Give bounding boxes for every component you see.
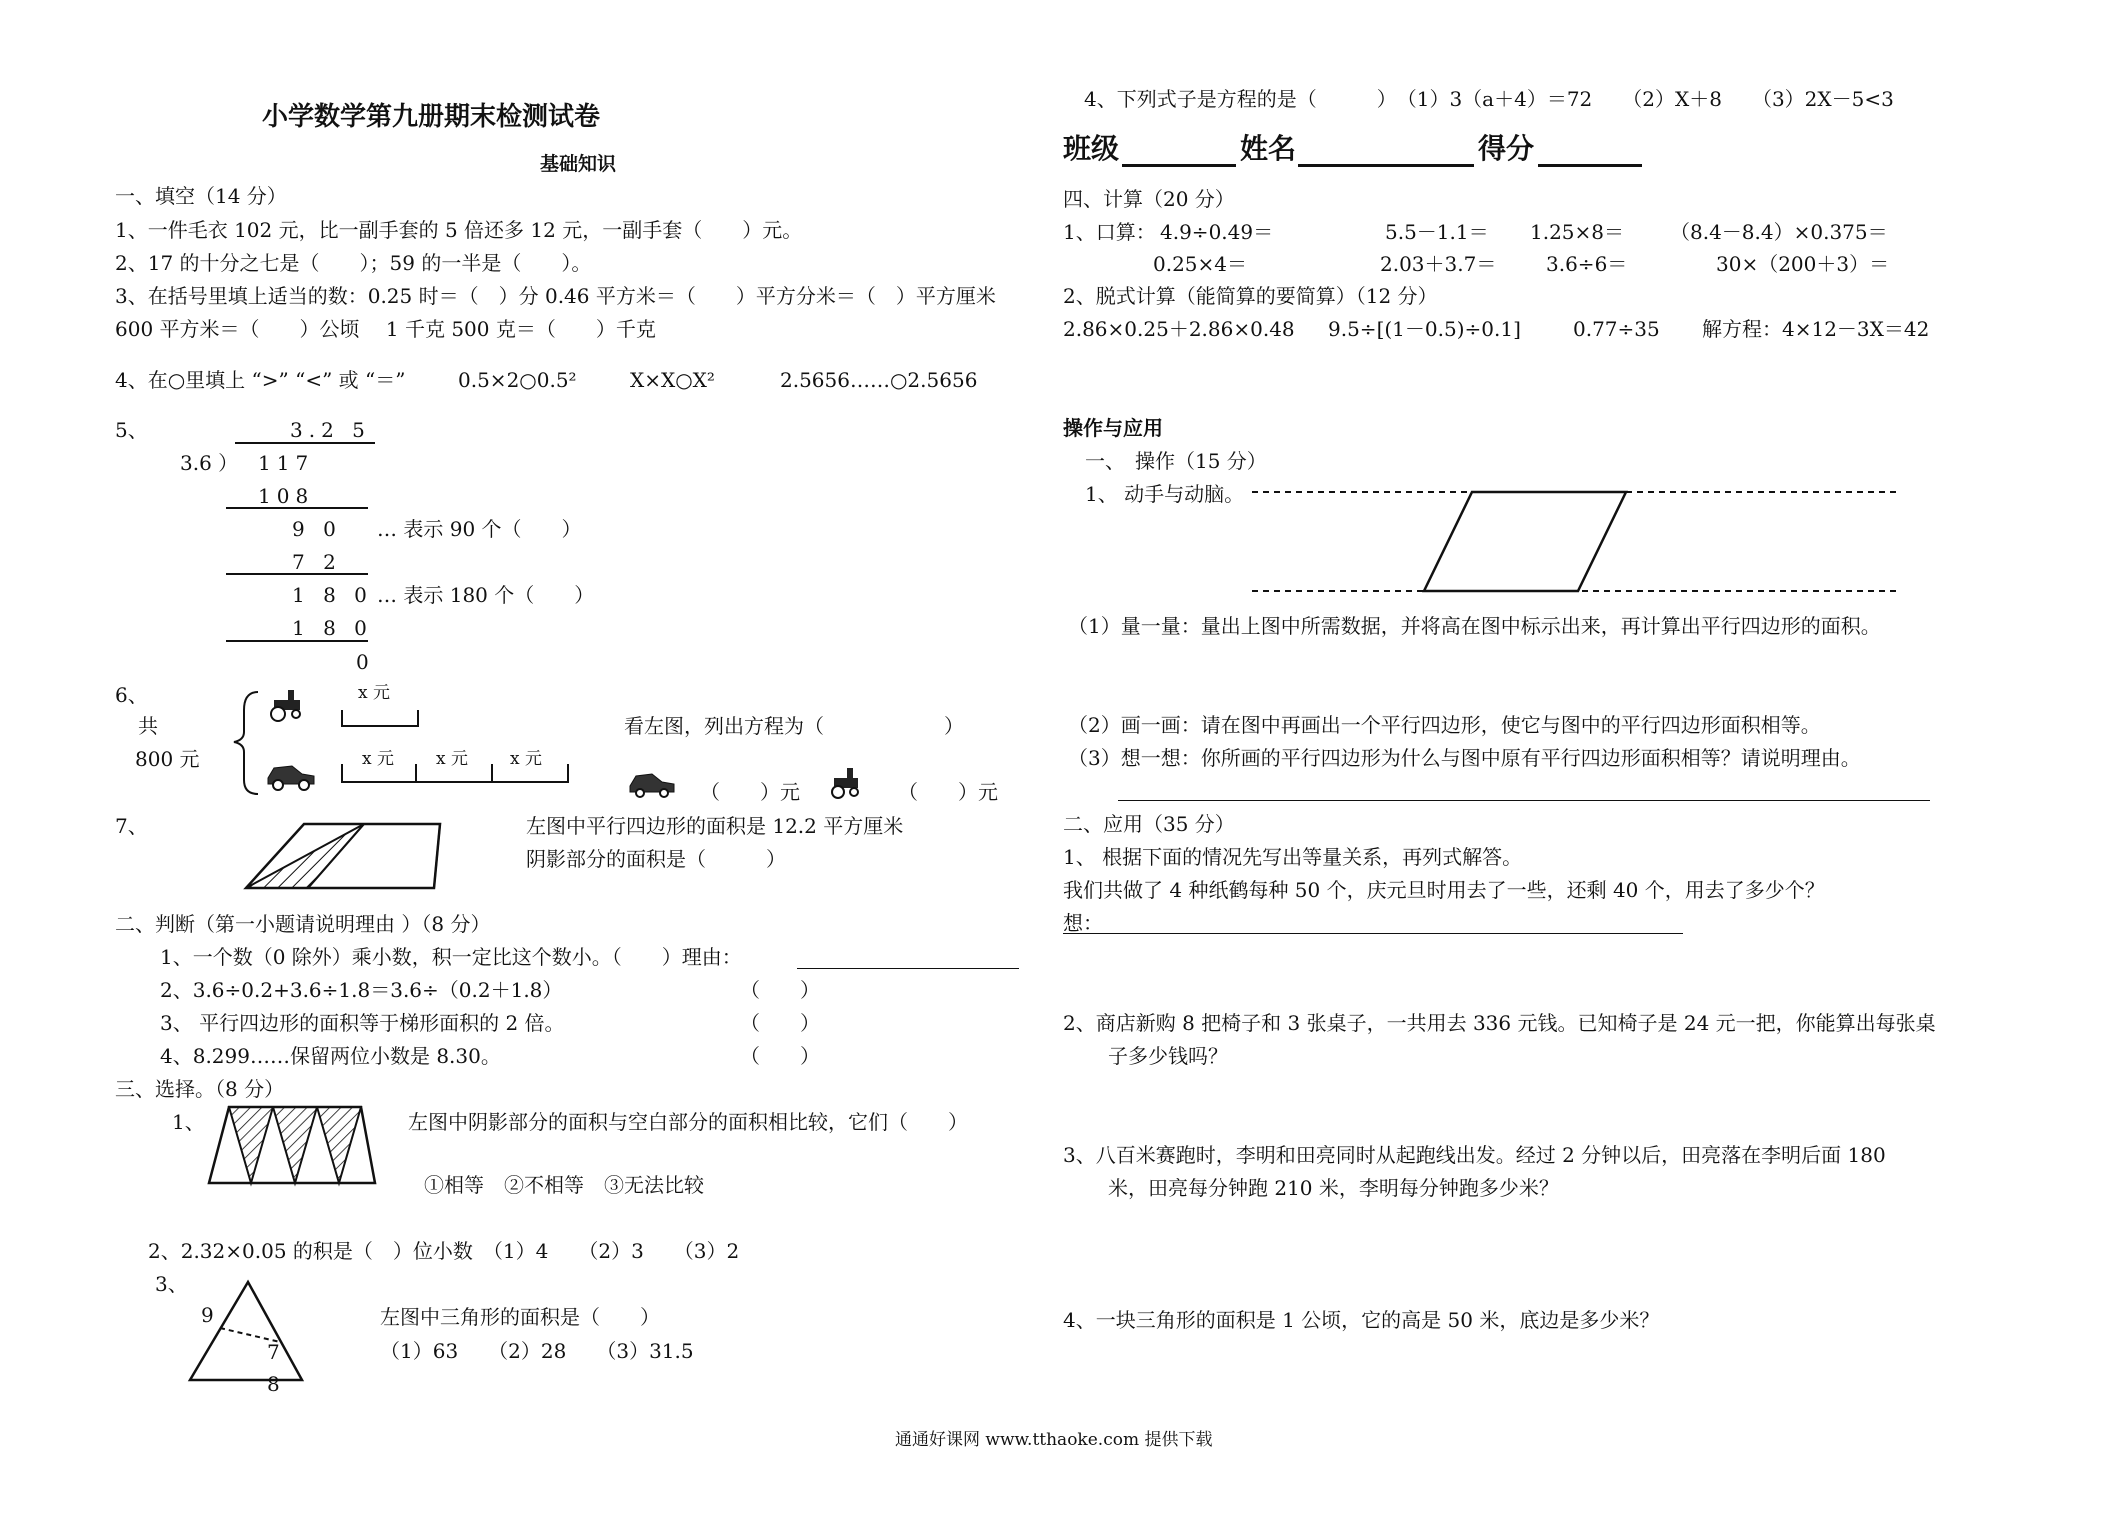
tractor-icon xyxy=(271,690,300,721)
operation-1-part-2: （2）画一画：请在图中再画出一个平行四边形，使它与图中的平行四边形面积相等。 xyxy=(1068,713,1821,737)
score-label: 得分 xyxy=(1478,132,1535,165)
division-row-3: 7 2 xyxy=(292,550,342,574)
operation-1-answer-line[interactable] xyxy=(1118,800,1930,801)
judge-1-reason-line[interactable] xyxy=(797,968,1019,969)
division-row-5: 1 8 0 xyxy=(292,616,373,640)
choice-3-number: 3、 xyxy=(155,1272,188,1296)
oral-calc-label: 1、口算： xyxy=(1063,220,1156,244)
written-calc-3: 0.77÷35 xyxy=(1573,317,1660,341)
triangle-side-c: 8 xyxy=(267,1372,280,1396)
triangle-side-a: 9 xyxy=(201,1303,214,1327)
application-2-line-2: 子多少钱吗？ xyxy=(1108,1044,1228,1068)
oral-calc-7: 3.6÷6＝ xyxy=(1546,252,1628,276)
question-1-6-x-car-1: x 元 xyxy=(362,749,394,769)
section-1-heading: 一、填空（14 分） xyxy=(115,184,287,208)
name-field[interactable] xyxy=(1298,164,1474,167)
division-line-1 xyxy=(226,507,368,509)
application-3-line-2: 米，田亮每分钟跑 210 米，李明每分钟跑多少米？ xyxy=(1108,1176,1559,1200)
question-1-7-text-1: 左图中平行四边形的面积是 12.2 平方厘米 xyxy=(526,814,904,838)
judge-4: 4、8.299……保留两位小数是 8.30。 xyxy=(160,1044,501,1068)
question-1-6-number: 6、 xyxy=(115,683,148,707)
shaded-parallelogram-figure xyxy=(244,822,444,892)
oral-calc-2: 5.5－1.1＝ xyxy=(1385,220,1489,244)
division-row-4: 1 8 0 xyxy=(292,583,373,607)
choice-1-number: 1、 xyxy=(172,1110,205,1134)
brace-icon xyxy=(234,692,258,794)
section-3-heading: 三、选择。（8 分） xyxy=(115,1077,285,1101)
parallelogram-figure xyxy=(1250,482,1910,592)
question-1-7-text-2: 阴影部分的面积是（ ） xyxy=(526,847,786,871)
written-calc-4: 解方程：4×12－3X＝42 xyxy=(1702,317,1930,341)
question-1-4-item-1: 0.5×2○0.5² xyxy=(458,368,577,392)
judge-2: 2、3.6÷0.2+3.6÷1.8＝3.6÷（0.2＋1.8） xyxy=(160,978,563,1002)
application-heading: 二、应用（35 分） xyxy=(1063,812,1235,836)
choice-3-options: （1）63 （2）28 （3）31.5 xyxy=(380,1339,694,1363)
division-bar xyxy=(235,442,375,444)
written-calc-heading: 2、脱式计算（能简算的要简算）（12 分） xyxy=(1063,284,1438,308)
division-row-1: 108 xyxy=(258,484,315,508)
choice-1-text: 左图中阴影部分的面积与空白部分的面积相比较，它们（ ） xyxy=(408,1110,968,1134)
division-row-4-note: … 表示 180 个（ ） xyxy=(377,583,595,607)
operation-1: 1、 动手与动脑。 xyxy=(1085,482,1245,506)
judge-1: 1、一个数（0 除外）乘小数，积一定比这个数小。（ ）理由： xyxy=(160,945,742,969)
division-row-2: 9 0 xyxy=(292,517,342,541)
page-footer: 通通好课网 www.tthaoke.com 提供下载 xyxy=(895,1430,1213,1450)
application-2-line-1: 2、商店新购 8 把椅子和 3 张桌子，一共用去 336 元钱。已知椅子是 24 元一把，你能算出每张桌 xyxy=(1063,1011,1936,1035)
question-1-3-line-1: 3、在括号里填上适当的数：0.25 时＝（ ）分 0.46 平方米＝（ ）平方分米＝（ ）平方厘米 xyxy=(115,284,996,308)
question-1-6-blank-car: （ ）元 xyxy=(700,780,800,804)
choice-1-options: ①相等 ②不相等 ③无法比较 xyxy=(424,1173,704,1197)
oral-calc-5: 0.25×4＝ xyxy=(1153,252,1248,276)
application-3-line-1: 3、八百米赛跑时，李明和田亮同时从起跑线出发。经过 2 分钟以后，田亮落在李明后面 180 xyxy=(1063,1143,1886,1167)
oral-calc-3: 1.25×8＝ xyxy=(1530,220,1625,244)
oral-calc-4: （8.4－8.4）×0.375＝ xyxy=(1670,220,1888,244)
written-calc-2: 9.5÷[(1－0.5)÷0.1] xyxy=(1328,317,1521,341)
judge-2-paren[interactable]: （ ） xyxy=(740,978,820,1002)
question-1-6-blank-tractor: （ ）元 xyxy=(898,780,998,804)
brace-tractor xyxy=(342,710,418,726)
question-1-6-x-car-2: x 元 xyxy=(436,749,468,769)
question-1-6-total-label: 共 xyxy=(138,714,158,738)
page-subtitle: 基础知识 xyxy=(540,153,617,175)
score-field[interactable] xyxy=(1538,164,1642,167)
division-line-3 xyxy=(226,640,368,642)
name-label: 姓名 xyxy=(1240,132,1297,165)
question-1-6-x-car-3: x 元 xyxy=(510,749,542,769)
division-quotient: 3.2 5 xyxy=(290,418,371,442)
tractor-icon-answer xyxy=(832,768,858,798)
operations-heading: 操作与应用 xyxy=(1063,416,1163,440)
division-line-2 xyxy=(226,573,368,575)
question-1-5-number: 5、 xyxy=(115,418,148,442)
application-4: 4、一块三角形的面积是 1 公顷，它的高是 50 米，底边是多少米？ xyxy=(1063,1308,1660,1332)
operations-subheading: 一、 操作（15 分） xyxy=(1085,449,1267,473)
question-1-6-prompt: 看左图，列出方程为（ ） xyxy=(624,714,964,738)
question-1-4-label: 4、在○里填上 “>” “<” 或 “＝” xyxy=(115,368,406,392)
question-1-6-total-value: 800 元 xyxy=(135,747,200,771)
operation-1-part-1: （1）量一量：量出上图中所需数据，并将高在图中标示出来，再计算出平行四边形的面积。 xyxy=(1068,614,1881,638)
application-1-text: 我们共做了 4 种纸鹤每种 50 个，庆元旦时用去了一些，还剩 40 个，用去了多少个？ xyxy=(1063,878,1825,902)
division-dividend: 117 xyxy=(258,451,315,475)
class-label: 班级 xyxy=(1063,132,1120,165)
question-1-6-x-tractor: x 元 xyxy=(358,683,390,703)
section-4-heading: 四、计算（20 分） xyxy=(1063,187,1235,211)
application-1-think: 想： xyxy=(1063,911,1103,935)
division-row-6: 0 xyxy=(356,650,369,674)
shaded-triangles-figure xyxy=(207,1105,377,1185)
oral-calc-1: 4.9÷0.49＝ xyxy=(1160,220,1274,244)
right-question-4: 4、下列式子是方程的是（ ） （1）3（a＋4）＝72 （2）X＋8 （3）2X－5<3 xyxy=(1084,87,1894,111)
triangle-side-b: 7 xyxy=(267,1340,280,1364)
division-row-2-note: … 表示 90 个（ ） xyxy=(377,517,582,541)
judge-3: 3、 平行四边形的面积等于梯形面积的 2 倍。 xyxy=(160,1011,565,1035)
application-1: 1、 根据下面的情况先写出等量关系，再列式解答。 xyxy=(1063,845,1523,869)
operation-1-part-3: （3）想一想：你所画的平行四边形为什么与图中原有平行四边形面积相等？请说明理由。 xyxy=(1068,746,1861,770)
question-1-3-line-2: 600 平方米＝（ ）公顷 1 千克 500 克＝（ ）千克 xyxy=(115,317,656,341)
question-1-4-item-2: X×X○X² xyxy=(630,368,715,392)
choice-2: 2、2.32×0.05 的积是（ ）位小数 （1）4 （2）3 （3）2 xyxy=(148,1239,740,1263)
car-icon-answer xyxy=(630,774,674,797)
class-field[interactable] xyxy=(1122,164,1236,167)
question-1-1: 1、一件毛衣 102 元，比一副手套的 5 倍还多 12 元，一副手套（ ）元。 xyxy=(115,218,803,242)
written-calc-1: 2.86×0.25＋2.86×0.48 xyxy=(1063,317,1295,341)
question-1-7-number: 7、 xyxy=(115,814,148,838)
triangle-figure xyxy=(186,1278,316,1388)
question-1-4-item-3: 2.5656……○2.5656 xyxy=(780,368,978,392)
page-title: 小学数学第九册期末检测试卷 xyxy=(262,102,601,132)
oral-calc-8: 30×（200＋3）＝ xyxy=(1716,252,1890,276)
judge-3-paren[interactable]: （ ） xyxy=(740,1011,820,1035)
oral-calc-6: 2.03＋3.7＝ xyxy=(1380,252,1497,276)
section-2-heading: 二、判断（第一小题请说明理由 ）（8 分） xyxy=(115,912,491,936)
division-divisor: 3.6 ） xyxy=(180,451,239,475)
application-1-answer-line[interactable] xyxy=(1063,933,1683,934)
judge-4-paren[interactable]: （ ） xyxy=(740,1044,820,1068)
choice-3-text: 左图中三角形的面积是（ ） xyxy=(380,1305,660,1329)
question-1-2: 2、17 的十分之七是（ ）；59 的一半是（ ）。 xyxy=(115,251,592,275)
car-icon xyxy=(268,766,314,790)
